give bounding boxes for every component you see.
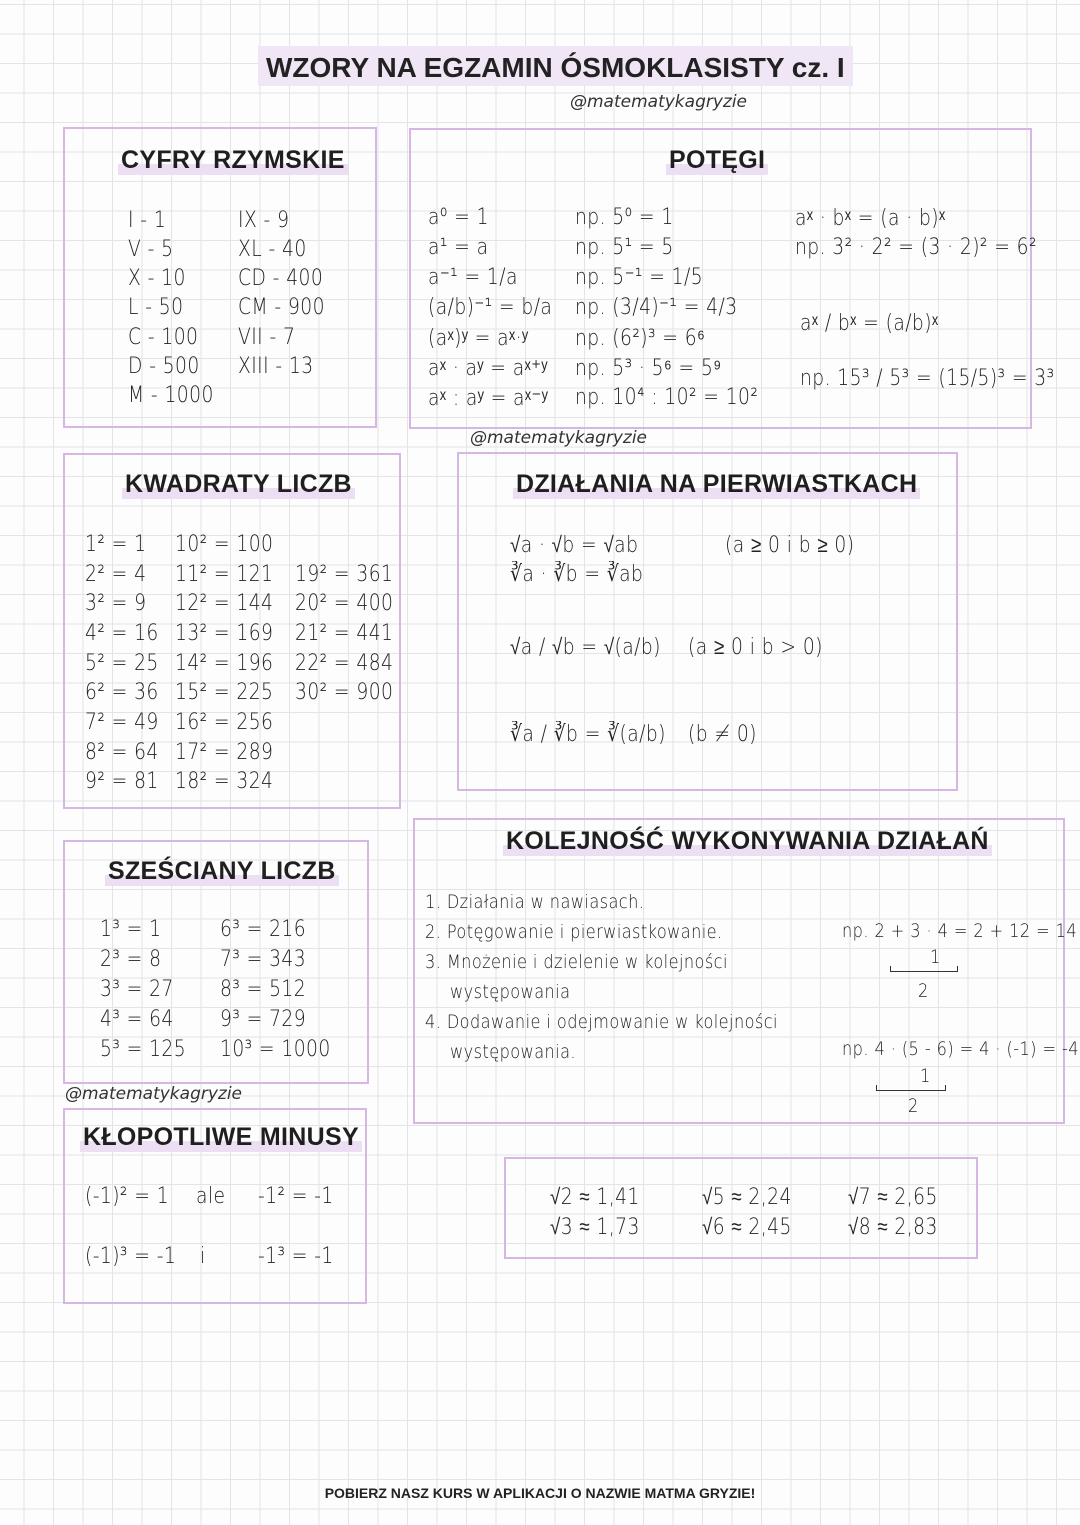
- square-item: 10² = 100: [175, 532, 274, 557]
- cube-item: 3³ = 27: [100, 977, 174, 1002]
- square-item: 8² = 64: [85, 740, 159, 765]
- approximation: √6 ≈ 2,45: [702, 1215, 792, 1240]
- step-number: 1: [920, 1065, 931, 1087]
- power-example: np. 5⁻¹ = 1/5: [575, 265, 704, 290]
- powers-heading: POTĘGI: [666, 146, 768, 175]
- root-rule: √a / √b = √(a/b): [510, 635, 661, 660]
- power-example: np. (3/4)⁻¹ = 4/3: [575, 295, 738, 320]
- page-title: WZORY NA EGZAMIN ÓSMOKLASISTY cz. I: [258, 46, 853, 86]
- tricky-minuses-heading: KŁOPOTLIWE MINUSY: [80, 1123, 362, 1152]
- square-item: 4² = 16: [85, 621, 159, 646]
- square-item: 1² = 1: [85, 532, 147, 557]
- roman-item: IX - 9: [238, 208, 290, 233]
- root-rule: √a · √b = √ab: [510, 533, 639, 558]
- roots-heading: DZIAŁANIA NA PIERWIASTKACH: [513, 470, 920, 499]
- order-step: występowania.: [450, 1041, 576, 1063]
- square-item: 2² = 4: [85, 562, 147, 587]
- square-item: 11² = 121: [175, 562, 274, 587]
- approximation: √3 ≈ 1,73: [550, 1215, 640, 1240]
- order-step: 3. Mnożenie i dzielenie w kolejności: [425, 951, 728, 973]
- power-rule: aˣ / bˣ = (a/b)ˣ: [800, 311, 939, 336]
- roman-item: X - 10: [128, 266, 186, 291]
- roman-item: V - 5: [128, 237, 174, 262]
- square-item: 30² = 900: [295, 680, 394, 705]
- minus-example: (-1)³ = -1: [85, 1244, 177, 1269]
- approximation: √5 ≈ 2,24: [702, 1185, 792, 1210]
- roman-item: L - 50: [128, 295, 184, 320]
- roman-numerals-heading: CYFRY RZYMSKIE: [118, 146, 348, 175]
- footer-promo: POBIERZ NASZ KURS W APLIKACJI O NAZWIE MATMA GRYZIE!: [324, 1485, 756, 1501]
- power-example: np. 3² · 2² = (3 · 2)² = 6²: [795, 235, 1037, 260]
- square-item: 15² = 225: [175, 680, 274, 705]
- power-example: np. 10⁴ : 10² = 10²: [575, 385, 759, 410]
- square-item: 13² = 169: [175, 621, 274, 646]
- order-heading: KOLEJNOŚĆ WYKONYWANIA DZIAŁAŃ: [503, 827, 992, 856]
- square-item: 6² = 36: [85, 680, 159, 705]
- step-number: 2: [918, 980, 929, 1002]
- square-item: 20² = 400: [295, 591, 394, 616]
- roman-item: C - 100: [128, 325, 199, 350]
- power-rule: a¹ = a: [428, 235, 489, 260]
- square-item: 9² = 81: [85, 769, 159, 794]
- approximation: √8 ≈ 2,83: [848, 1215, 938, 1240]
- power-example: np. 5⁰ = 1: [575, 205, 674, 230]
- square-item: 5² = 25: [85, 651, 159, 676]
- square-item: 21² = 441: [295, 621, 394, 646]
- minus-example: -1³ = -1: [258, 1244, 334, 1269]
- minus-example: -1² = -1: [258, 1184, 334, 1209]
- connector-word: ale: [196, 1184, 226, 1209]
- cube-item: 4³ = 64: [100, 1007, 174, 1032]
- square-item: 12² = 144: [175, 591, 274, 616]
- power-example: np. 15³ / 5³ = (15/5)³ = 3³: [800, 366, 1055, 391]
- cube-item: 5³ = 125: [100, 1037, 187, 1062]
- cube-item: 7³ = 343: [220, 947, 307, 972]
- square-item: 18² = 324: [175, 769, 274, 794]
- square-item: 19² = 361: [295, 562, 394, 587]
- power-rule: a⁰ = 1: [428, 205, 489, 230]
- approximation: √7 ≈ 2,65: [848, 1185, 938, 1210]
- roman-item: D - 500: [128, 354, 200, 379]
- author-handle: @matematykagryzie: [570, 92, 748, 112]
- power-rule: (a/b)⁻¹ = b/a: [428, 295, 553, 320]
- roman-item: CM - 900: [238, 295, 325, 320]
- squares-heading: KWADRATY LICZB: [122, 470, 355, 499]
- roman-item: CD - 400: [238, 266, 324, 291]
- order-step: 1. Działania w nawiasach.: [425, 891, 645, 913]
- roman-item: XIII - 13: [238, 354, 314, 379]
- order-step: występowania: [450, 981, 571, 1003]
- square-item: 3² = 9: [85, 591, 147, 616]
- root-condition: (a ≥ 0 i b ≥ 0): [725, 533, 855, 558]
- cube-item: 6³ = 216: [220, 917, 307, 942]
- roman-item: XL - 40: [238, 237, 307, 262]
- root-rule: ∛a · ∛b = ∛ab: [510, 562, 644, 587]
- connector-word: i: [200, 1244, 206, 1269]
- roman-item: M - 1000: [128, 383, 214, 408]
- cube-item: 10³ = 1000: [220, 1037, 331, 1062]
- roman-item: I - 1: [128, 208, 167, 233]
- step-brace: [890, 966, 958, 972]
- step-brace: [876, 1085, 946, 1091]
- cube-item: 2³ = 8: [100, 947, 162, 972]
- power-example: np. 5³ · 5⁶ = 5⁹: [575, 356, 722, 381]
- author-handle: @matematykagryzie: [65, 1084, 243, 1104]
- order-example: np. 2 + 3 · 4 = 2 + 12 = 14: [842, 920, 1078, 942]
- approximation: √2 ≈ 1,41: [550, 1185, 640, 1210]
- root-rule: ∛a / ∛b = ∛(a/b): [510, 722, 666, 747]
- power-rule: a⁻¹ = 1/a: [428, 265, 518, 290]
- author-handle: @matematykagryzie: [470, 428, 648, 448]
- power-example: np. 5¹ = 5: [575, 235, 674, 260]
- power-rule: aˣ : aʸ = aˣ⁻ʸ: [428, 386, 549, 411]
- step-number: 1: [930, 946, 941, 968]
- square-item: 7² = 49: [85, 710, 159, 735]
- square-item: 14² = 196: [175, 651, 274, 676]
- cube-item: 1³ = 1: [100, 917, 162, 942]
- power-rule: aˣ · aʸ = aˣ⁺ʸ: [428, 356, 548, 381]
- step-number: 2: [908, 1095, 919, 1117]
- cubes-heading: SZEŚCIANY LICZB: [105, 857, 339, 886]
- power-rule: aˣ · bˣ = (a · b)ˣ: [795, 206, 946, 231]
- order-step: 4. Dodawanie i odejmowanie w kolejności: [425, 1011, 778, 1033]
- square-item: 22² = 484: [295, 651, 394, 676]
- minus-example: (-1)² = 1: [85, 1184, 170, 1209]
- order-step: 2. Potęgowanie i pierwiastkowanie.: [425, 921, 723, 943]
- square-item: 16² = 256: [175, 710, 274, 735]
- root-condition: (b ≠ 0): [688, 722, 757, 747]
- order-example: np. 4 · (5 - 6) = 4 · (-1) = -4: [842, 1038, 1079, 1060]
- roman-item: VII - 7: [238, 325, 296, 350]
- power-rule: (aˣ)ʸ = aˣ·ʸ: [428, 326, 529, 351]
- power-example: np. (6²)³ = 6⁶: [575, 326, 706, 351]
- root-condition: (a ≥ 0 i b > 0): [688, 635, 823, 660]
- cube-item: 9³ = 729: [220, 1007, 307, 1032]
- cube-item: 8³ = 512: [220, 977, 307, 1002]
- square-item: 17² = 289: [175, 740, 274, 765]
